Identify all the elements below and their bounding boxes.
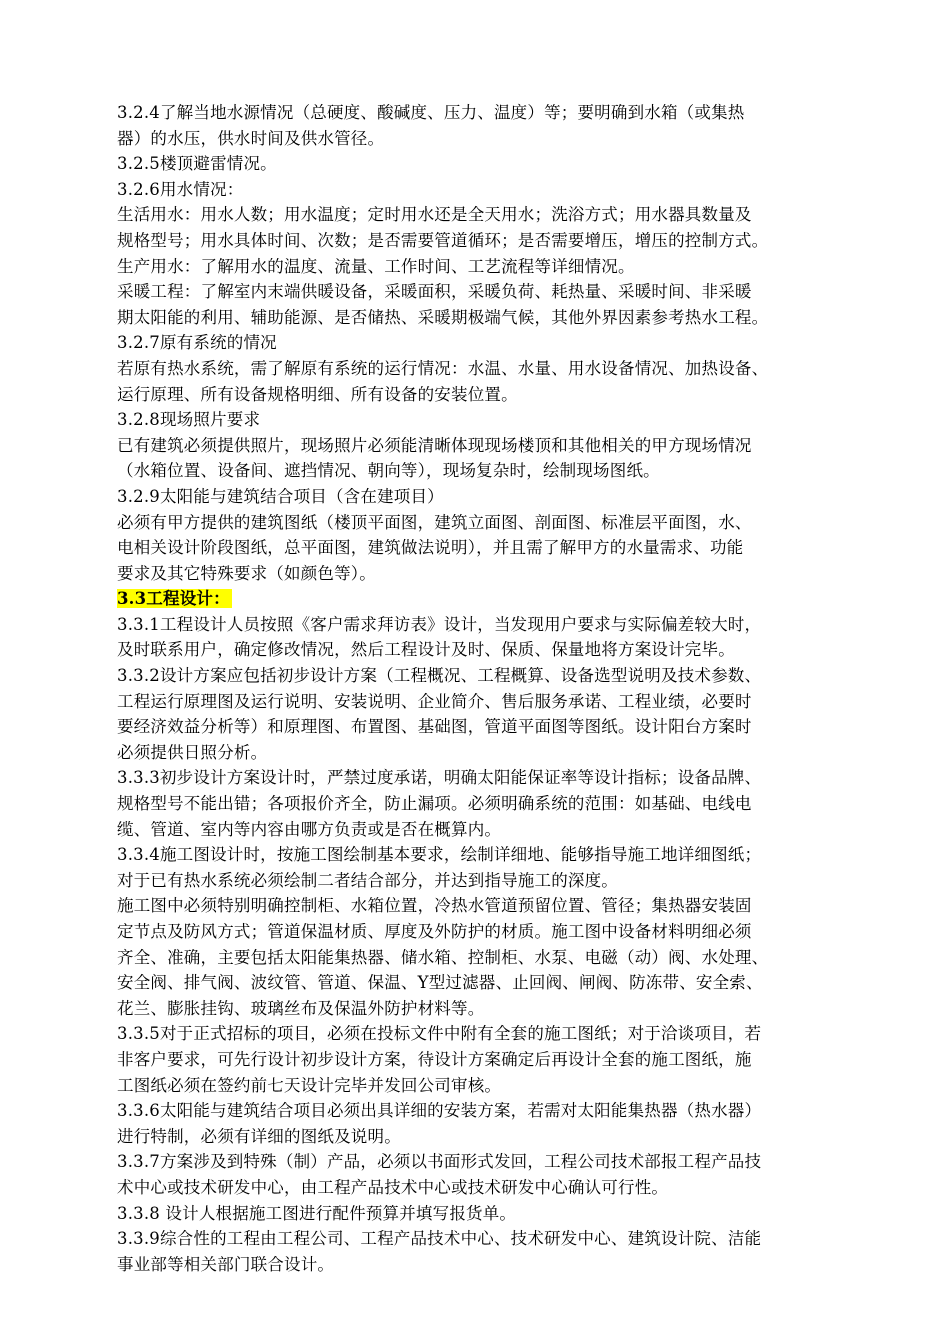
text-line: 施工图中必须特别明确控制柜、水箱位置，冷热水管道预留位置、管径；集热器安装固	[117, 896, 752, 916]
text-line: 期太阳能的利用、辅助能源、是否储热、采暖期极端气候，其他外界因素参考热水工程。	[117, 307, 769, 327]
text-line: 3.2.9太阳能与建筑结合项目（含在建项目）	[117, 486, 444, 506]
text-line: 工图纸必须在签约前七天设计完毕并发回公司审核。	[117, 1075, 502, 1095]
text-line: 3.3.1工程设计人员按照《客户需求拜访表》设计，当发现用户要求与实际偏差较大时，	[117, 614, 762, 634]
text-line: 器）的水压，供水时间及供水管径。	[117, 128, 385, 148]
text-line: 采暖工程：了解室内末端供暖设备，采暖面积，采暖负荷、耗热量、采暖时间、非采暖	[117, 282, 752, 302]
text-line: 对于已有热水系统必须绘制二者结合部分，并达到指导施工的深度。	[117, 870, 618, 890]
text-line: 运行原理、所有设备规格明细、所有设备的安装位置。	[117, 384, 518, 404]
section-heading-line	[117, 586, 862, 612]
text-line: 3.3.4施工图设计时，按施工图绘制基本要求，绘制详细地、能够指导施工地详细图纸；	[117, 845, 762, 865]
text-line: 3.3.9综合性的工程由工程公司、工程产品技术中心、技术研发中心、建筑设计院、洁能	[117, 1229, 762, 1249]
text-line: 生活用水：用水人数；用水温度；定时用水还是全天用水；洗浴方式；用水器具数量及	[117, 205, 752, 225]
text-line: 3.2.6用水情况：	[117, 179, 244, 199]
text-line: 齐全、准确，主要包括太阳能集热器、储水箱、控制柜、水泵、电磁（动）阀、水处理、	[117, 947, 769, 967]
text-line: 3.2.5楼顶避雷情况。	[117, 154, 277, 174]
text-line: 缆、管道、室内等内容由哪方负责或是否在概算内。	[117, 819, 502, 839]
text-line: 进行特制，必须有详细的图纸及说明。	[117, 1126, 401, 1146]
section-heading: 3.3工程设计：	[117, 589, 230, 609]
text-line: 电相关设计阶段图纸，总平面图，建筑做法说明），并且需了解甲方的水量需求、功能	[117, 538, 744, 558]
text-line: 花兰、膨胀挂钩、玻璃丝布及保温外防护材料等。	[117, 998, 485, 1018]
text-line: 安全阀、排气阀、波纹管、管道、保温、Y型过滤器、止回阀、闸阀、防冻带、安全索、	[117, 973, 763, 993]
text-line: 术中心或技术研发中心，由工程产品技术中心或技术研发中心确认可行性。	[117, 1177, 669, 1197]
text-line: 3.3.2设计方案应包括初步设计方案（工程概况、工程概算、设备选型说明及技术参数、	[117, 666, 762, 686]
text-line: 要经济效益分析等）和原理图、布置图、基础图，管道平面图等图纸。设计阳台方案时	[117, 717, 752, 737]
text-line: 3.2.4了解当地水源情况（总硬度、酸碱度、压力、温度）等；要明确到水箱（或集热	[117, 103, 745, 122]
text-line: 规格型号不能出错；各项报价齐全，防止漏项。必须明确系统的范围：如基础、电线电	[117, 794, 752, 814]
text-line: 已有建筑必须提供照片，现场照片必须能清晰体现现场楼顶和其他相关的甲方现场情况	[117, 435, 752, 455]
text-line: 必须提供日照分析。	[117, 742, 268, 762]
text-line: 3.3.3初步设计方案设计时，严禁过度承诺，明确太阳能保证率等设计指标；设备品牌、	[117, 768, 762, 788]
text-line: 生产用水：了解用水的温度、流量、工作时间、工艺流程等详细情况。	[117, 256, 635, 276]
text-line: （水箱位置、设备间、遮挡情况、朝向等），现场复杂时，绘制现场图纸。	[117, 461, 660, 481]
text-line: 工程运行原理图及运行说明、安装说明、企业简介、售后服务承诺、工程业绩，必要时	[117, 691, 752, 711]
text-line: 3.3.5对于正式招标的项目，必须在投标文件中附有全套的施工图纸；对于洽谈项目，若	[117, 1024, 762, 1044]
text-line: 规格型号；用水具体时间、次数；是否需要管道循环；是否需要增压，增压的控制方式。	[117, 230, 769, 250]
text-line: 非客户要求，可先行设计初步设计方案，待设计方案确定后再设计全套的施工图纸，施	[117, 1049, 752, 1069]
text-line: 3.2.8现场照片要求	[117, 410, 261, 430]
text-line: 3.3.7方案涉及到特殊（制）产品，必须以书面形式发回，工程公司技术部报工程产品技	[117, 1152, 762, 1172]
document-body	[117, 100, 862, 1277]
text-line: 3.2.7原有系统的情况	[117, 333, 277, 353]
text-line: 及时联系用户，确定修改情况，然后工程设计及时、保质、保量地将方案设计完毕。	[117, 640, 735, 660]
text-line: 3.3.6太阳能与建筑结合项目必须出具详细的安装方案，若需对太阳能集热器（热水器）	[117, 1101, 762, 1121]
text-line: 要求及其它特殊要求（如颜色等）。	[117, 563, 376, 583]
text-line: 事业部等相关部门联合设计。	[117, 1254, 335, 1274]
text-line: 若原有热水系统，需了解原有系统的运行情况：水温、水量、用水设备情况、加热设备、	[117, 358, 769, 378]
text-line: 3.3.8 设计人根据施工图进行配件预算并填写报货单。	[117, 1203, 517, 1223]
text-line: 定节点及防风方式；管道保温材质、厚度及外防护的材质。施工图中设备材料明细必须	[117, 922, 752, 941]
text-line: 必须有甲方提供的建筑图纸（楼顶平面图，建筑立面图、剖面图、标准层平面图，水、	[117, 512, 752, 532]
